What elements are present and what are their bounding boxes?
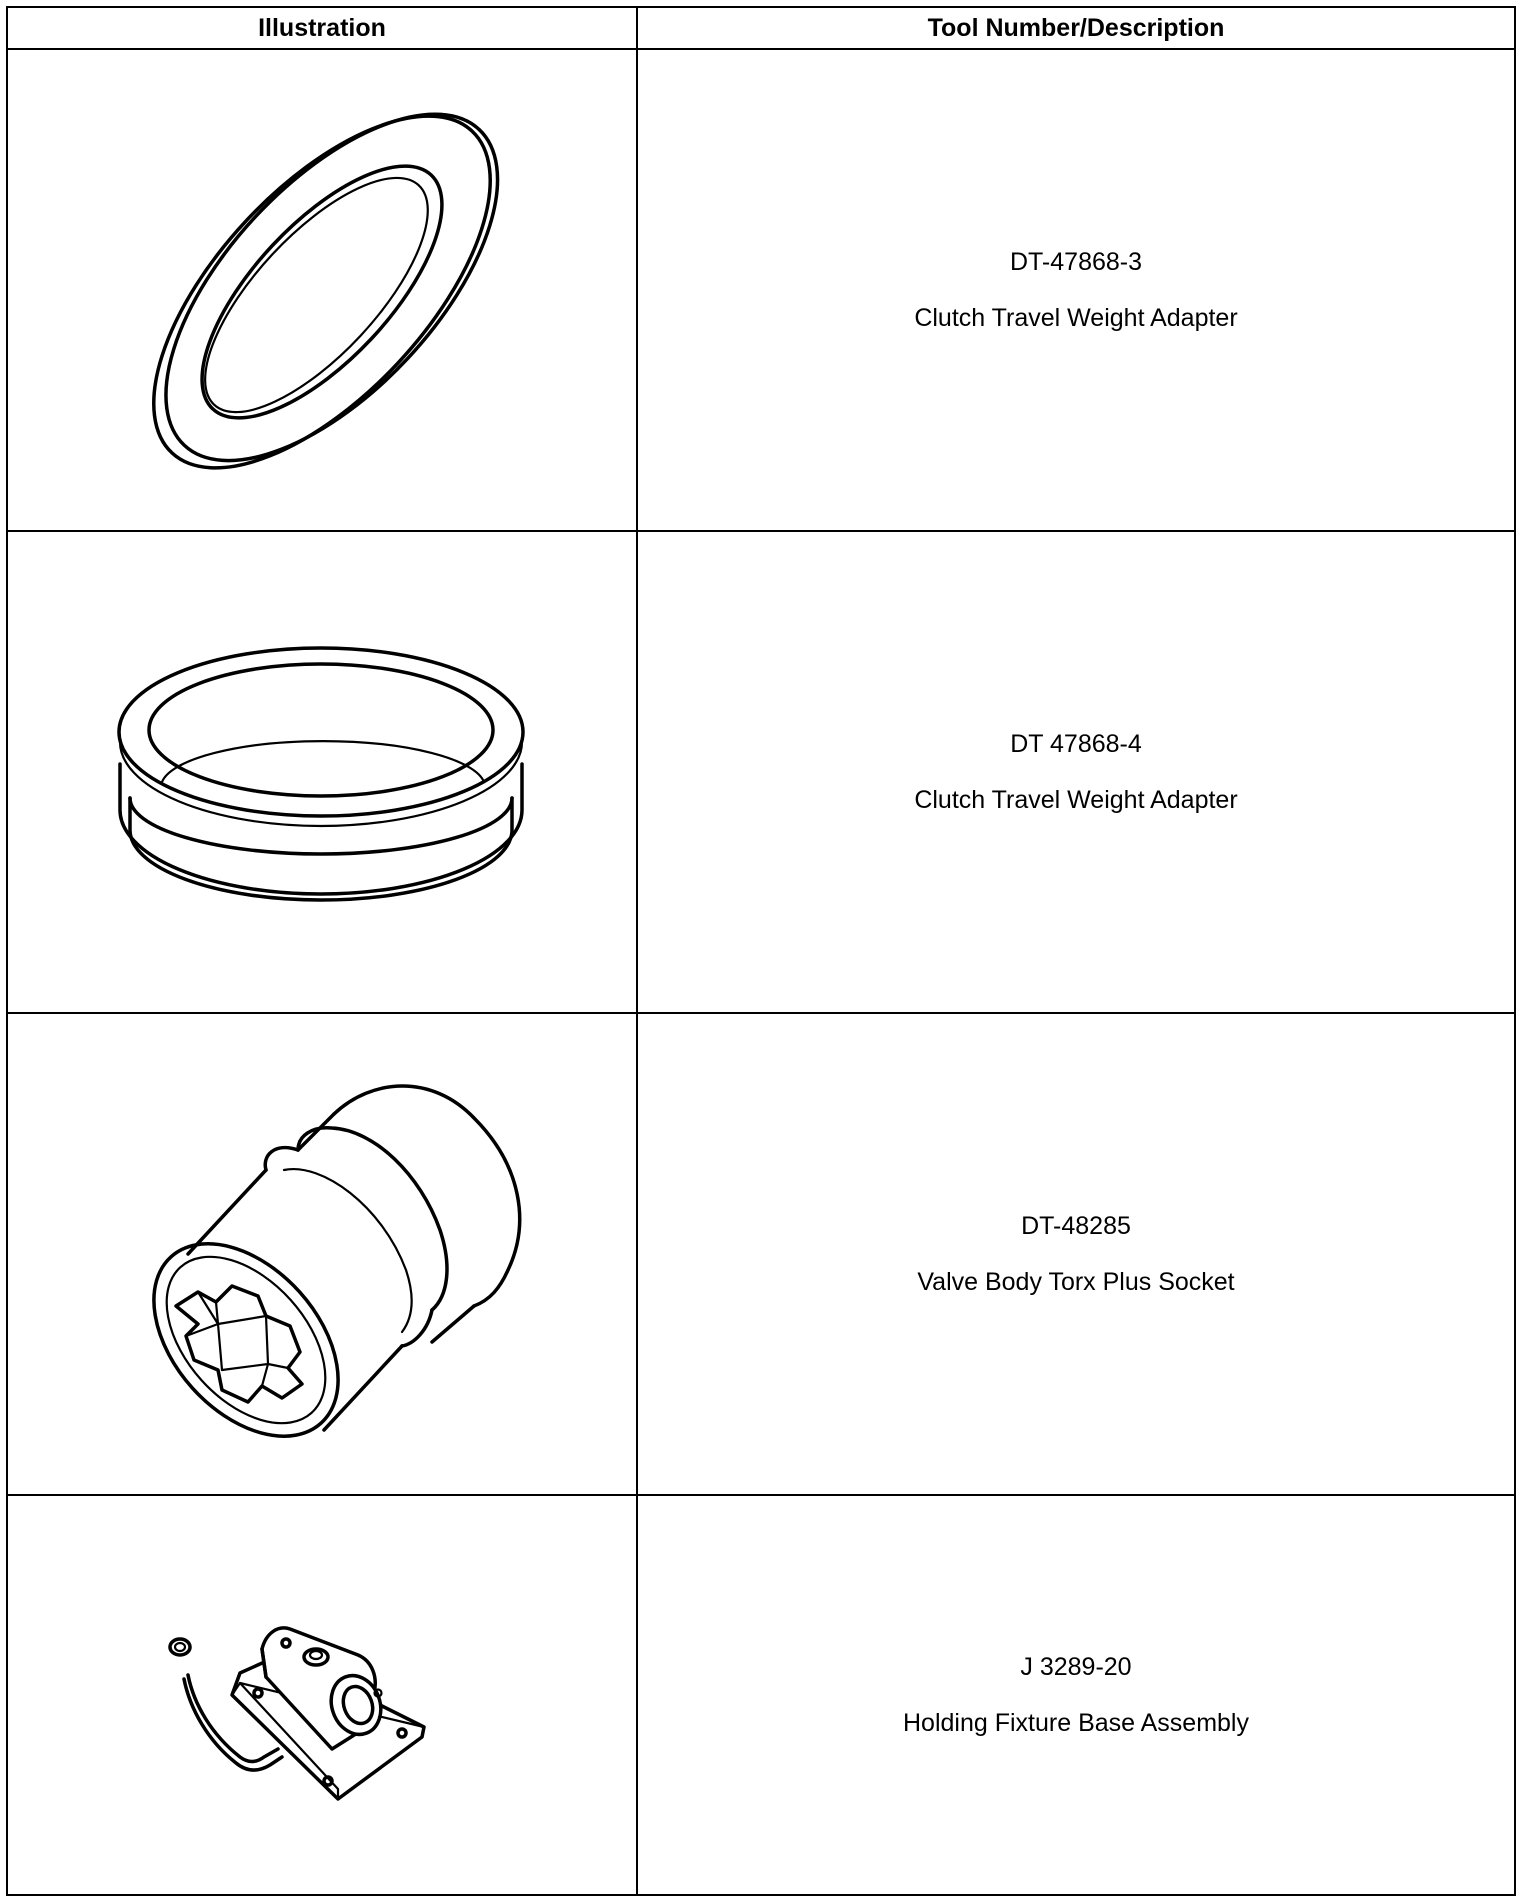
table-header-row xyxy=(7,7,1515,49)
tool-description: Clutch Travel Weight Adapter xyxy=(914,304,1238,332)
flanged-ring-adapter-icon xyxy=(92,622,552,922)
table-row xyxy=(7,1013,1515,1495)
header-illustration: Illustration xyxy=(7,7,637,49)
torx-socket-icon xyxy=(102,1034,542,1474)
tool-number: DT 47868-4 xyxy=(1010,730,1142,758)
tool-description: Holding Fixture Base Assembly xyxy=(903,1709,1249,1737)
tool-description-cell xyxy=(637,49,1515,531)
tool-number: J 3289-20 xyxy=(1020,1653,1132,1681)
illustration-cell xyxy=(7,531,637,1013)
tool-number: DT-48285 xyxy=(1021,1212,1131,1240)
special-tools-table xyxy=(6,6,1516,1896)
illustration-cell xyxy=(7,1495,637,1895)
table-row xyxy=(7,49,1515,531)
tool-description: Valve Body Torx Plus Socket xyxy=(917,1268,1235,1296)
tool-description-cell xyxy=(637,1013,1515,1495)
table-row xyxy=(7,531,1515,1013)
illustration-cell xyxy=(7,49,637,531)
table-row xyxy=(7,1495,1515,1895)
tool-description-cell xyxy=(637,1495,1515,1895)
flat-ring-adapter-icon xyxy=(112,70,532,510)
holding-fixture-base-icon xyxy=(162,1585,482,1805)
tool-description-cell xyxy=(637,531,1515,1013)
tool-description: Clutch Travel Weight Adapter xyxy=(914,786,1238,814)
header-tool-number-description: Tool Number/Description xyxy=(637,7,1515,49)
illustration-cell xyxy=(7,1013,637,1495)
tool-number: DT-47868-3 xyxy=(1009,248,1143,276)
